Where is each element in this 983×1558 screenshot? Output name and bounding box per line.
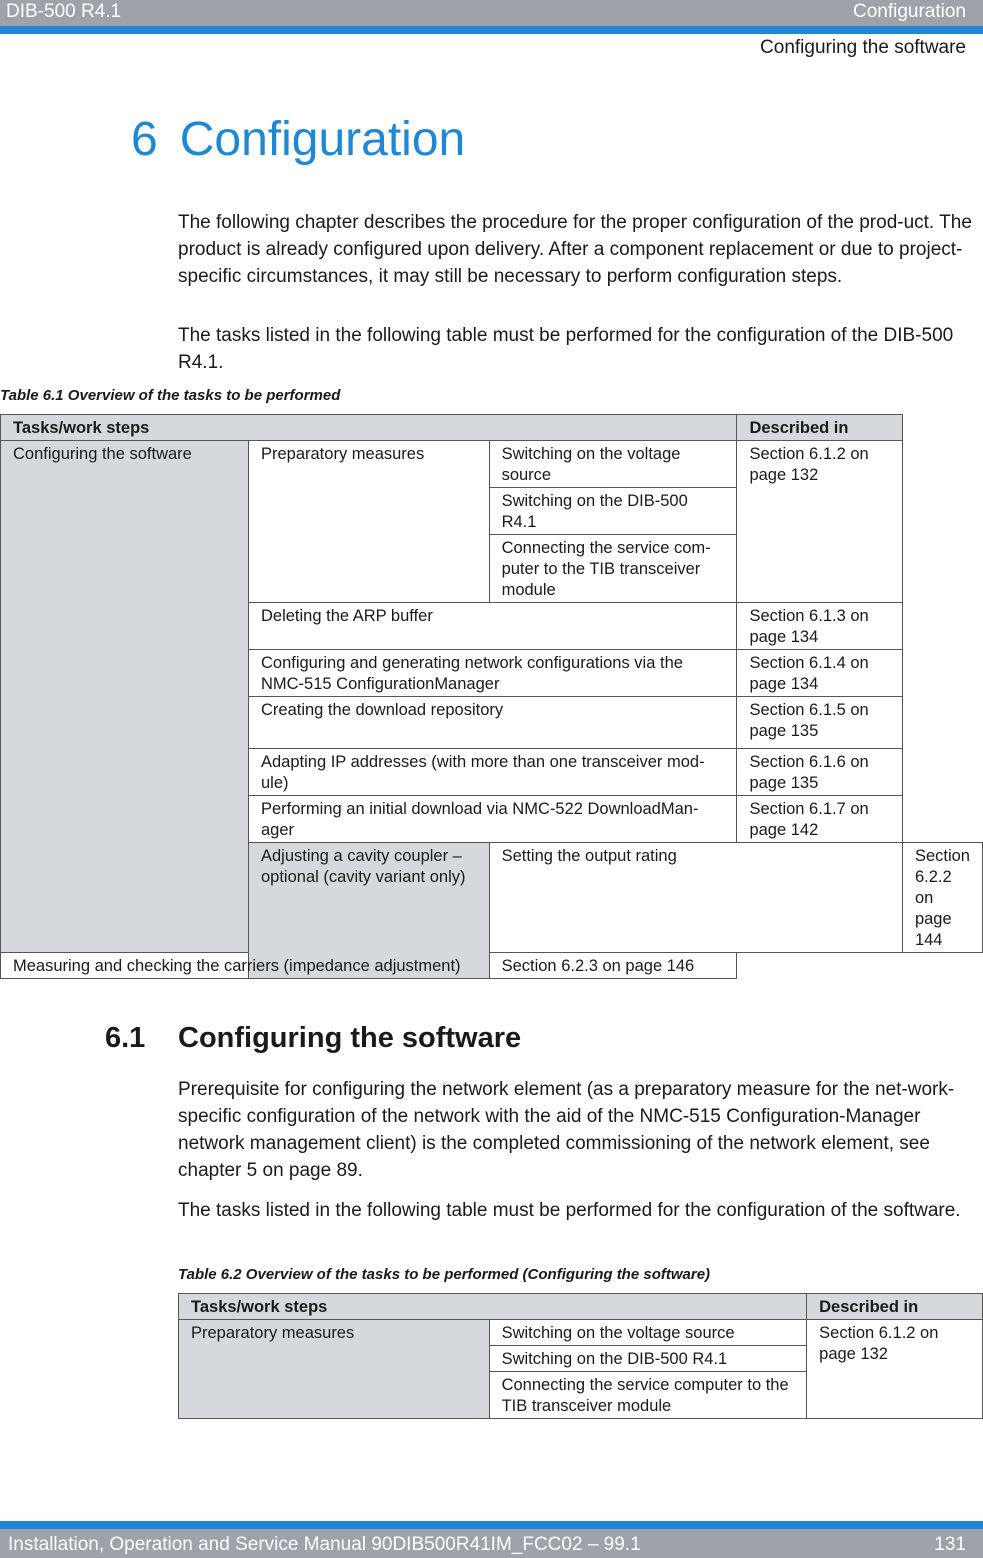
table1-cell-deleting: Deleting the ARP buffer — [248, 603, 736, 650]
section-paragraph-1: Prerequisite for configuring the network element (as a preparatory measure for the net-work-specific configuration of the network with the aid of the NMC-515 Configuration-Manager network management client) is the completed commissioning of the network element, see chapter 5 on page 89. — [178, 1079, 955, 1181]
table2-cell-sw-voltage: Switching on the voltage source — [489, 1320, 807, 1346]
table1-cell-connecting: Connecting the service com-puter to the TIB transceiver module — [489, 535, 737, 603]
table1-ref-614: Section 6.1.4 on page 134 — [737, 650, 903, 697]
intro-paragraph-2: The tasks listed in the following table must be performed for the configuration of the DIB-500 R4.1. — [178, 325, 954, 373]
table-row — [1, 441, 983, 488]
table-row — [179, 1294, 983, 1320]
page-number: 131 — [934, 1534, 966, 1555]
table-row — [179, 1320, 983, 1346]
table1-cell-performing: Performing an initial download via NMC-522 DownloadMan-ager — [248, 796, 736, 843]
table2 — [178, 1293, 983, 1419]
table1-cell-setting: Setting the output rating — [489, 843, 902, 953]
section-title — [105, 1022, 521, 1055]
table1-cell-measuring: Measuring and checking the carriers (impedance adjustment) — [1, 953, 490, 979]
footer-accent-bar — [0, 1521, 983, 1529]
intro-paragraph-1: The following chapter describes the procedure for the proper configuration of the prod-uct. The product is already configured upon delivery. After a component replacement or due to project-specific circumstances, it may still be necessary to perform configuration steps. — [178, 212, 972, 287]
table1-cell-sw-dib: Switching on the DIB-500 R4.1 — [489, 488, 737, 535]
table2-header-described: Described in — [807, 1294, 983, 1320]
header-bar — [0, 0, 983, 26]
table2-caption: Table 6.2 Overview of the tasks to be performed (Configuring the software) — [178, 1266, 711, 1283]
table2-ref-612: Section 6.1.2 on page 132 — [807, 1320, 983, 1419]
chapter-title-text: Configuration — [179, 113, 466, 166]
table1-cell-prep: Preparatory measures — [248, 441, 489, 603]
table-row — [1, 953, 983, 979]
table-row — [1, 415, 983, 441]
table1-ref-623: Section 6.2.3 on page 146 — [489, 953, 737, 979]
table1-ref-617: Section 6.1.7 on page 142 — [737, 796, 903, 843]
header-chapter: Configuration — [852, 1, 966, 22]
table1-cell-creating: Creating the download repository — [248, 697, 736, 749]
table2-cell-connecting: Connecting the service computer to the TIB transceiver module — [489, 1372, 807, 1419]
header-product: DIB-500 R4.1 — [6, 1, 122, 22]
footer-manual-id: Installation, Operation and Service Manual 90DIB500R41IM_FCC02 – 99.1 — [8, 1534, 641, 1555]
table1-cell-sw-voltage: Switching on the voltage source — [489, 441, 737, 488]
table1-caption: Table 6.1 Overview of the tasks to be performed — [0, 387, 341, 404]
header-accent-bar — [0, 26, 983, 34]
chapter-number: 6 — [131, 113, 158, 166]
table1-group-cavity: Adjusting a cavity coupler – optional (cavity variant only) — [248, 843, 489, 979]
table1-header-described: Described in — [737, 415, 903, 441]
table1-ref-615: Section 6.1.5 on page 135 — [737, 697, 903, 749]
table1-cell-configuring-nmc: Configuring and generating network configurations via the NMC-515 ConfigurationManager — [248, 650, 736, 697]
chapter-title — [131, 112, 465, 167]
table1-header-tasks: Tasks/work steps — [1, 415, 737, 441]
header-subtitle: Configuring the software — [760, 37, 966, 58]
table1-cell-adapting: Adapting IP addresses (with more than one transceiver mod-ule) — [248, 749, 736, 796]
table1-ref-622: Section 6.2.2 on page 144 — [902, 843, 982, 953]
section-number: 6.1 — [105, 1022, 146, 1054]
table1 — [0, 414, 983, 979]
table2-cell-sw-dib: Switching on the DIB-500 R4.1 — [489, 1346, 807, 1372]
section-title-text: Configuring the software — [178, 1022, 522, 1054]
table1-ref-612: Section 6.1.2 on page 132 — [737, 441, 903, 603]
table2-header-tasks: Tasks/work steps — [179, 1294, 807, 1320]
section-paragraph-2: The tasks listed in the following table must be performed for the configuration of the software. — [178, 1200, 961, 1221]
table1-ref-613: Section 6.1.3 on page 134 — [737, 603, 903, 650]
table1-ref-616: Section 6.1.6 on page 135 — [737, 749, 903, 796]
table1-group-software: Configuring the software — [1, 441, 249, 953]
table2-cell-prep: Preparatory measures — [179, 1320, 490, 1419]
